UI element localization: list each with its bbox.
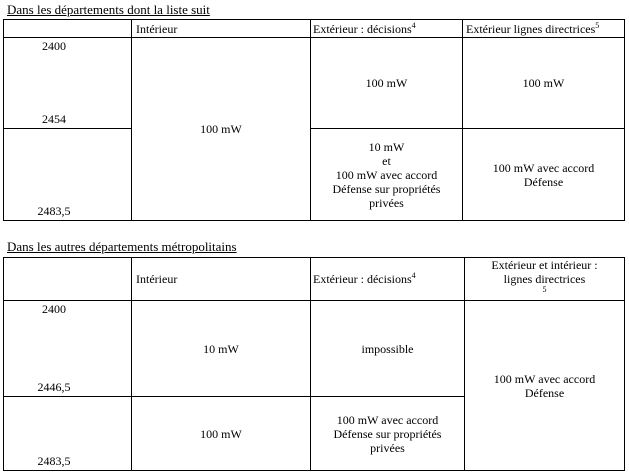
header-frequency: [4, 20, 132, 38]
frequency-range-cell: [4, 397, 132, 471]
exterior-decisions-cell: impossible: [311, 301, 465, 397]
frequency-range-cell: [4, 38, 132, 129]
table-header-row: [4, 258, 625, 301]
guidelines-cell: 100 mW avec accord Défense: [465, 301, 625, 471]
table-header-row: [4, 20, 625, 38]
power-table-listed-departments: [3, 19, 625, 221]
header-exterior-decisions: Extérieur : décisions$^4$: [311, 258, 465, 301]
header-exterior-guidelines: Extérieur lignes directrices$^5$: [463, 20, 625, 38]
table-row: [4, 301, 625, 397]
exterior-decisions-cell: 10 mW et 100 mW avec accord Défense sur propriétés privées: [311, 129, 463, 221]
frequency-end: 2483,5: [37, 454, 71, 468]
header-interior: Intérieur: [132, 258, 311, 301]
power-table-other-departments: [3, 257, 625, 471]
header-exterior-interior-guidelines: Extérieur et intérieur : lignes directrices $^5$: [465, 258, 625, 301]
exterior-guidelines-cell: 100 mW: [463, 38, 625, 129]
exterior-decisions-cell: 100 mW avec accord Défense sur propriétés privées: [311, 397, 465, 471]
header-exterior-decisions: Extérieur : décisions$^4$: [311, 20, 463, 38]
interior-power-cell: 10 mW: [132, 301, 311, 397]
header-interior: Intérieur: [132, 20, 311, 38]
frequency-start: 2400: [42, 39, 66, 53]
exterior-guidelines-cell: 100 mW avec accord Défense: [463, 129, 625, 221]
table-row: [4, 38, 625, 129]
section-title-other-departments: Dans les autres départements métropolitains: [7, 239, 237, 254]
exterior-decisions-cell: 100 mW: [311, 38, 463, 129]
frequency-start: 2400: [42, 302, 66, 316]
frequency-range-cell: [4, 129, 132, 221]
interior-power-cell: 100 mW: [132, 397, 311, 471]
section-title-listed-departments: Dans les départements dont la liste suit: [7, 2, 210, 17]
frequency-range-cell: [4, 301, 132, 397]
interior-power-cell: 100 mW: [132, 38, 311, 221]
header-frequency: [4, 258, 132, 301]
frequency-end: 2454: [42, 112, 66, 126]
frequency-end: 2483,5: [37, 204, 71, 218]
table-row: [4, 129, 625, 221]
frequency-end: 2446,5: [37, 380, 71, 394]
